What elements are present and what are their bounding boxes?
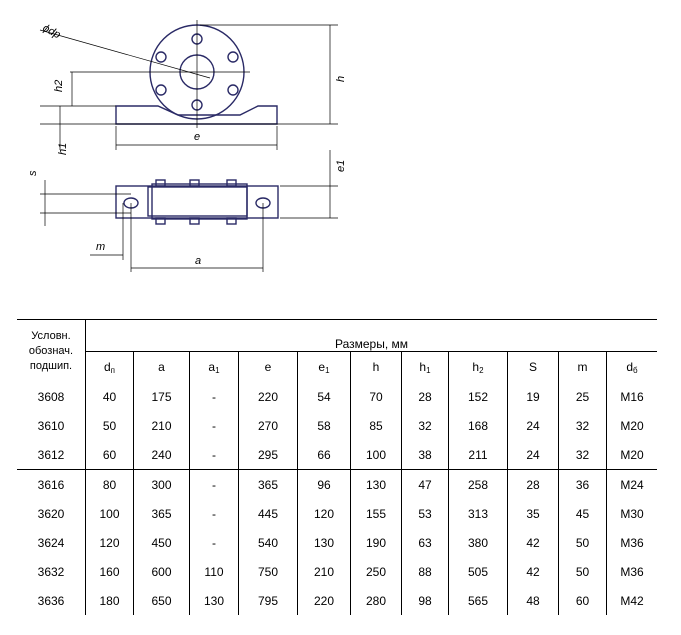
dimension-cell: 98 — [402, 586, 449, 615]
dimension-cell: 445 — [239, 499, 298, 528]
bearing-dimensions-table — [17, 319, 657, 615]
dimension-cell: M16 — [620, 389, 644, 404]
dimension-cell: 130 — [351, 470, 402, 500]
column-header: $e_1$ — [298, 352, 351, 383]
column-header: $h_2$ — [449, 352, 508, 383]
dimension-cell: 48 — [508, 586, 559, 615]
dimension-cell: 130 — [190, 586, 239, 615]
dimension-cell: 258 — [449, 470, 508, 500]
label-m: m — [96, 241, 106, 253]
dimension-cell: - — [190, 528, 239, 557]
bearing-designation-cell: 3616 — [17, 470, 86, 500]
dimension-cell: - — [190, 470, 239, 500]
dimension-cell: 240 — [134, 440, 190, 470]
dimension-cell: 60 — [86, 440, 134, 470]
dimension-cell: 110 — [190, 557, 239, 586]
dimension-cell: 120 — [298, 499, 351, 528]
dimension-cell: 24 — [508, 411, 559, 440]
dimension-cell: - — [190, 499, 239, 528]
label-e: e — [194, 131, 201, 143]
dimension-cell: M42 — [620, 593, 644, 608]
dimension-cell: 300 — [134, 470, 190, 500]
dimension-cell: 270 — [239, 411, 298, 440]
bearing-designation-cell: 3632 — [17, 557, 86, 586]
dimension-cell: 540 — [239, 528, 298, 557]
dimension-cell: 280 — [351, 586, 402, 615]
dimension-cell: 750 — [239, 557, 298, 586]
bearing-designation-cell: 3608 — [17, 382, 86, 411]
dimension-cell: 313 — [449, 499, 508, 528]
dimension-cell: 565 — [449, 586, 508, 615]
dimension-cell: 25 — [559, 382, 607, 411]
dimension-cell: 50 — [559, 528, 607, 557]
dimension-cell: 60 — [559, 586, 607, 615]
dimension-cell: M30 — [620, 506, 644, 521]
dimension-cell: 32 — [559, 411, 607, 440]
dimension-cell: 120 — [86, 528, 134, 557]
dimension-cell: 100 — [351, 440, 402, 470]
label-a: a — [195, 255, 202, 267]
dimension-cell: 505 — [449, 557, 508, 586]
dimension-cell: 66 — [298, 440, 351, 470]
column-header: h — [351, 352, 402, 383]
label-h: h — [335, 75, 347, 82]
dimension-cell: 42 — [508, 557, 559, 586]
dimension-cell: M24 — [607, 470, 658, 500]
table-row — [17, 470, 657, 500]
label-h2: h2 — [53, 79, 65, 92]
dimension-cell: 795 — [239, 586, 298, 615]
column-header: $d_б$ — [626, 359, 638, 375]
dimension-cell: 160 — [86, 557, 134, 586]
label-h1: h1 — [57, 142, 69, 155]
table-row — [17, 382, 657, 411]
dimension-cell: 175 — [134, 382, 190, 411]
dimension-cell: 152 — [449, 382, 508, 411]
dimension-cell: 155 — [351, 499, 402, 528]
dimension-cell: 211 — [449, 440, 508, 470]
dimension-cell: M20 — [620, 447, 644, 462]
dimension-cell: 36 — [559, 470, 607, 500]
bearing-designation-cell: 3612 — [17, 440, 86, 470]
dimension-cell: 650 — [134, 586, 190, 615]
dimension-cell: 35 — [508, 499, 559, 528]
dimension-cell: 100 — [86, 499, 134, 528]
dimension-cell: 85 — [351, 411, 402, 440]
column-header-row — [17, 352, 657, 383]
column-header: e — [239, 352, 298, 383]
dimension-cell: 220 — [298, 586, 351, 615]
dimension-cell: 80 — [86, 470, 134, 500]
dimension-cell: 450 — [134, 528, 190, 557]
dimension-cell: 190 — [351, 528, 402, 557]
dimension-cell: - — [190, 440, 239, 470]
dimension-cell: 180 — [86, 586, 134, 615]
table-row — [17, 440, 657, 470]
dimension-cell: M36 — [620, 564, 644, 579]
column-header: a — [134, 352, 190, 383]
dimension-cell: 32 — [402, 411, 449, 440]
table-row — [17, 586, 657, 615]
bearing-designation-cell: 3620 — [17, 499, 86, 528]
table-row — [17, 557, 657, 586]
dimension-cell: - — [190, 411, 239, 440]
dimension-cell: 365 — [239, 470, 298, 500]
column-header: S — [508, 352, 559, 383]
column-header: $a_1$ — [190, 352, 239, 383]
dimension-cell: 42 — [508, 528, 559, 557]
dimension-cell: 380 — [449, 528, 508, 557]
dimension-cell: - — [190, 382, 239, 411]
dimension-cell: M20 — [620, 418, 644, 433]
dimension-cell: 28 — [402, 382, 449, 411]
bearing-designation-cell: 3636 — [17, 586, 86, 615]
dimension-cell: 24 — [508, 440, 559, 470]
dimension-cell: 210 — [134, 411, 190, 440]
dimension-cell: 130 — [298, 528, 351, 557]
dimension-cell: 365 — [134, 499, 190, 528]
dimension-cell: 53 — [402, 499, 449, 528]
dimension-cell: 47 — [402, 470, 449, 500]
table-row — [17, 499, 657, 528]
dimension-cell: 40 — [86, 382, 134, 411]
dimension-cell: 88 — [402, 557, 449, 586]
table-row — [17, 528, 657, 557]
dimension-cell: M36 — [620, 535, 644, 550]
dimension-cell: 19 — [508, 382, 559, 411]
dimension-cell: 295 — [239, 440, 298, 470]
dimension-cell: 50 — [559, 557, 607, 586]
dimension-cell: 70 — [351, 382, 402, 411]
table-row — [17, 411, 657, 440]
dimension-cell: 168 — [449, 411, 508, 440]
bearing-housing-drawing — [0, 0, 681, 300]
group-header-dimensions: Размеры, мм — [86, 320, 658, 352]
label-s: s — [27, 170, 39, 176]
bearing-designation-cell: 3624 — [17, 528, 86, 557]
dimension-cell: 63 — [402, 528, 449, 557]
label-e1: e1 — [335, 159, 347, 172]
dimension-cell: 50 — [86, 411, 134, 440]
column-header: $d_п$ — [86, 352, 134, 383]
dimension-cell: 96 — [298, 470, 351, 500]
dimension-cell: 220 — [239, 382, 298, 411]
dimension-cell: 45 — [559, 499, 607, 528]
dimension-cell: 600 — [134, 557, 190, 586]
label-dp: ϕdp — [40, 22, 63, 42]
bearing-designation-cell: 3610 — [17, 411, 86, 440]
dimension-cell: 250 — [351, 557, 402, 586]
column-header: m — [559, 352, 607, 383]
dimension-cell: 32 — [559, 440, 607, 470]
dimension-cell: 54 — [298, 382, 351, 411]
row-header-designation: Условн. обознач. подшип. — [17, 320, 86, 383]
dimension-cell: 58 — [298, 411, 351, 440]
dimension-cell: 38 — [402, 440, 449, 470]
dimension-cell: 28 — [508, 470, 559, 500]
dimension-cell: 210 — [298, 557, 351, 586]
column-header: $h_1$ — [402, 352, 449, 383]
table-body — [17, 382, 657, 615]
